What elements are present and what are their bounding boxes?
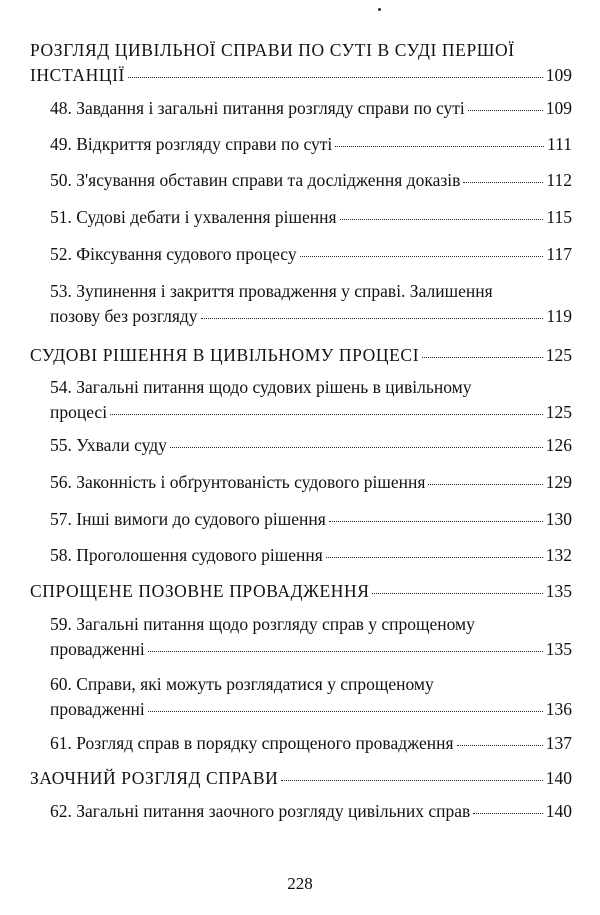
toc-entry-title: ЗАОЧНИЙ РОЗГЛЯД СПРАВИ [30, 768, 279, 788]
toc-page-number: 136 [545, 699, 572, 719]
toc-entry-title: 56. Законність і обґрунтованість судового рішення [50, 472, 426, 492]
toc-subsection-entry [0, 279, 600, 329]
toc-page-number: 135 [545, 639, 572, 659]
toc-entry-title: провадженні [50, 639, 145, 659]
toc-subsection-entry [0, 672, 600, 722]
dot-leader [148, 711, 543, 712]
toc-page-number: 140 [545, 768, 572, 788]
toc-entry-title: 61. Розгляд справ в порядку спрощеного провадження [50, 733, 454, 753]
toc-page-number: 129 [545, 472, 572, 492]
toc-page-number: 115 [546, 207, 572, 227]
toc-entry-title: 58. Проголошення судового рішення [50, 545, 323, 565]
toc-entry-title: 52. Фіксування судового процесу [50, 244, 297, 264]
toc-page-number: 111 [547, 134, 572, 154]
dot-leader [170, 447, 543, 448]
dot-leader [128, 77, 543, 78]
dot-leader [329, 521, 543, 522]
toc-entry-title: СУДОВІ РІШЕННЯ В ЦИВІЛЬНОМУ ПРОЦЕСІ [30, 345, 420, 365]
toc-page-number: 137 [545, 733, 572, 753]
dot-leader [428, 484, 542, 485]
toc-subsection-entry [0, 96, 600, 121]
toc-entry-title-line: 53. Зупинення і закриття провадження у справі. Залишення [50, 281, 493, 301]
toc-entry-title-line: РОЗГЛЯД ЦИВІЛЬНОЇ СПРАВИ ПО СУТІ В СУДІ ПЕРШОЇ [30, 40, 515, 60]
toc-entry-title: СПРОЩЕНЕ ПОЗОВНЕ ПРОВАДЖЕННЯ [30, 581, 370, 601]
toc-section-entry [0, 343, 600, 368]
toc-subsection-entry [0, 375, 600, 425]
dot-leader [473, 813, 542, 814]
page-number: 228 [287, 874, 313, 893]
toc-section-entry [0, 766, 600, 791]
toc-page-number: 130 [545, 509, 572, 529]
toc-subsection-entry [0, 168, 600, 193]
toc-subsection-entry [0, 433, 600, 458]
toc-section-entry [0, 579, 600, 604]
toc-subsection-entry [0, 205, 600, 230]
toc-entry-title: 49. Відкриття розгляду справи по суті [50, 134, 333, 154]
toc-page-number: 125 [545, 402, 572, 422]
print-speck [378, 8, 381, 11]
toc-entry-title-line: 54. Загальні питання щодо судових рішень в цивільному [50, 377, 472, 397]
toc-subsection-entry [0, 507, 600, 532]
dot-leader [372, 593, 542, 594]
toc-entry-title: 48. Завдання і загальні питання розгляду справи по суті [50, 98, 465, 118]
toc-page-number: 119 [546, 306, 572, 326]
toc-subsection-entry [0, 612, 600, 662]
dot-leader [110, 414, 543, 415]
dot-leader [463, 182, 543, 183]
dot-leader [340, 219, 544, 220]
dot-leader [457, 745, 543, 746]
dot-leader [422, 357, 543, 358]
toc-page-number: 132 [545, 545, 572, 565]
toc-entry-title: 55. Ухвали суду [50, 435, 167, 455]
toc-entry-title: позову без розгляду [50, 306, 198, 326]
dot-leader [201, 318, 544, 319]
toc-entry-title-line: 59. Загальні питання щодо розгляду справ у спрощеному [50, 614, 475, 634]
toc-entry-title: 50. З'ясування обставин справи та дослідження доказів [50, 170, 461, 190]
toc-entry-title: провадженні [50, 699, 145, 719]
toc-page-number: 117 [546, 244, 572, 264]
dot-leader [335, 146, 544, 147]
toc-page-number: 135 [545, 581, 572, 601]
dot-leader [300, 256, 544, 257]
toc-entry-title: ІНСТАНЦІЇ [30, 65, 125, 85]
toc-subsection-entry [0, 470, 600, 495]
dot-leader [326, 557, 543, 558]
dot-leader [148, 651, 543, 652]
toc-entry-title-line: 60. Справи, які можуть розглядатися у спрощеному [50, 674, 434, 694]
toc-page-number: 112 [546, 170, 572, 190]
toc-page-number: 140 [545, 801, 572, 821]
toc-page-number: 109 [545, 98, 572, 118]
toc-entry-title: 57. Інші вимоги до судового рішення [50, 509, 326, 529]
toc-page-number: 126 [545, 435, 572, 455]
toc-page-number: 109 [545, 65, 572, 85]
toc-entry-title: процесі [50, 402, 108, 422]
toc-subsection-entry [0, 242, 600, 267]
toc-subsection-entry [0, 543, 600, 568]
dot-leader [281, 780, 542, 781]
toc-section-entry [0, 38, 600, 88]
toc-subsection-entry [0, 132, 600, 157]
dot-leader [468, 110, 543, 111]
toc-page-number: 125 [545, 345, 572, 365]
toc-entry-title: 62. Загальні питання заочного розгляду цивільних справ [50, 801, 471, 821]
toc-subsection-entry [0, 731, 600, 756]
toc-entry-title: 51. Судові дебати і ухвалення рішення [50, 207, 337, 227]
toc-subsection-entry [0, 799, 600, 824]
